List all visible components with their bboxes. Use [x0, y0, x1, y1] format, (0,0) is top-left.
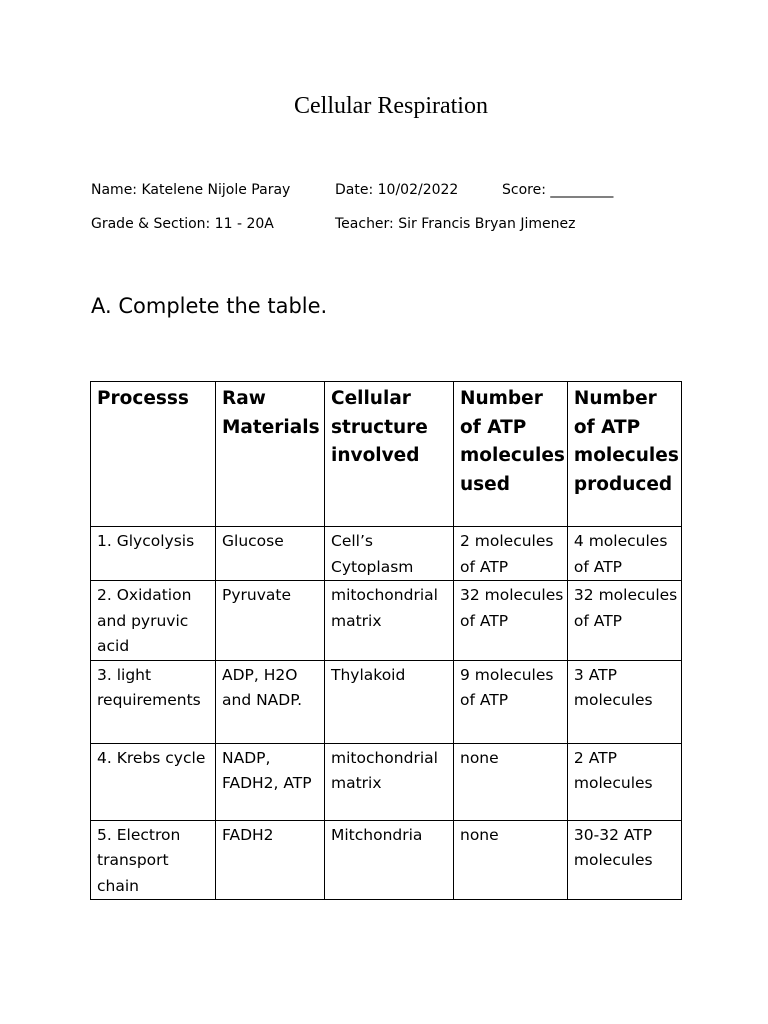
grade-section: Grade & Section: 11 - 20A	[91, 216, 274, 232]
cell-atp-used: none	[454, 820, 568, 900]
cell-raw-materials: Glucose	[216, 527, 325, 581]
cell-process: 4. Krebs cycle	[91, 743, 216, 820]
table-row	[91, 527, 682, 581]
cell-atp-used: 9 molecules of ATP	[454, 660, 568, 743]
cell-process: 1. Glycolysis	[91, 527, 216, 581]
student-name: Name: Katelene Nijole Paray	[91, 182, 291, 198]
cell-atp-produced: 30-32 ATP molecules	[567, 820, 681, 900]
section-heading: A. Complete the table.	[91, 294, 328, 318]
cell-atp-used: 2 molecules of ATP	[454, 527, 568, 581]
score-field: Score: _________	[502, 182, 614, 198]
header-cellular-structure: Cellular structure involved	[325, 382, 454, 527]
cell-atp-produced: 2 ATP molecules	[567, 743, 681, 820]
cell-atp-produced: 4 molecules of ATP	[567, 527, 681, 581]
cell-atp-used: 32 molecules of ATP	[454, 581, 568, 661]
cell-cellular-structure: Cell’s Cytoplasm	[325, 527, 454, 581]
table-row	[91, 820, 682, 900]
date-field: Date: 10/02/2022	[335, 182, 459, 198]
table-row	[91, 660, 682, 743]
cell-atp-produced: 32 molecules of ATP	[567, 581, 681, 661]
cell-raw-materials: Pyruvate	[216, 581, 325, 661]
document-title: Cellular Respiration	[294, 93, 488, 119]
table-row	[91, 743, 682, 820]
cell-process: 5. Electron transport chain	[91, 820, 216, 900]
header-process: Processs	[91, 382, 216, 527]
table-row	[91, 581, 682, 661]
cell-raw-materials: ADP, H2O and NADP.	[216, 660, 325, 743]
respiration-table	[90, 381, 682, 900]
cell-cellular-structure: Mitchondria	[325, 820, 454, 900]
teacher-field: Teacher: Sir Francis Bryan Jimenez	[335, 216, 576, 232]
cell-cellular-structure: Thylakoid	[325, 660, 454, 743]
header-atp-produced: Number of ATP molecules produced	[567, 382, 681, 527]
cell-atp-used: none	[454, 743, 568, 820]
table-header-row	[91, 382, 682, 527]
cell-process: 3. light requirements	[91, 660, 216, 743]
header-raw-materials: Raw Materials	[216, 382, 325, 527]
cell-cellular-structure: mitochondrial matrix	[325, 581, 454, 661]
cell-raw-materials: NADP, FADH2, ATP	[216, 743, 325, 820]
cell-process: 2. Oxidation and pyruvic acid	[91, 581, 216, 661]
cell-atp-produced: 3 ATP molecules	[567, 660, 681, 743]
header-atp-used: Number of ATP molecules used	[454, 382, 568, 527]
cell-cellular-structure: mitochondrial matrix	[325, 743, 454, 820]
cell-raw-materials: FADH2	[216, 820, 325, 900]
